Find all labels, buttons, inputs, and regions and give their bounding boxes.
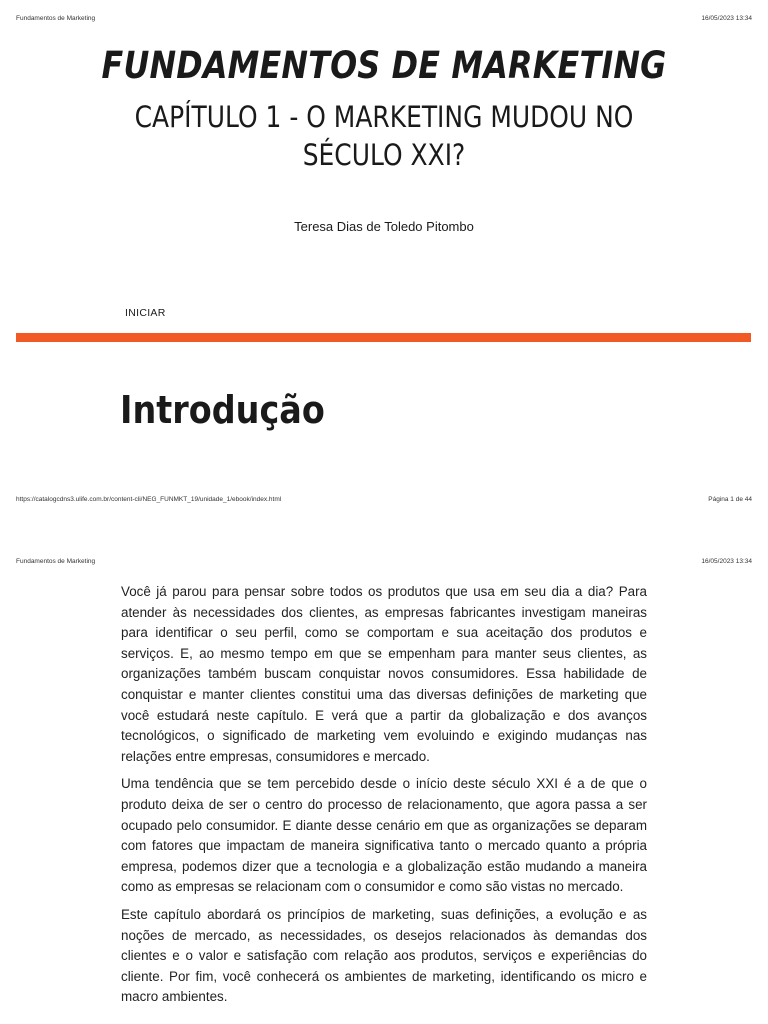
accent-divider-bar xyxy=(16,333,751,342)
body-paragraph: Este capítulo abordará os princípios de marketing, suas definições, a evolução e as noções de mercado, as necessidades, os desejos relacionados às demandas dos clientes e o valor e satisfação com relação aos produtos, serviços e experiências do cliente. Por fim, você conhecerá os ambientes de marketing, identificando os micro e macro ambientes. xyxy=(121,906,647,1005)
body-paragraph: Você já parou para pensar sobre todos os produtos que usa em seu dia a dia? Para atender às necessidades dos clientes, as empresas fabricantes investigam maneiras para identificar o seu perfil, como se comportam e sua aceitação dos produtos e serviços. E, ao mesmo tempo em que se empenham para manter seus clientes, as organizações também buscam conquistar novos consumidores. Essa habilidade de conquistar e manter clientes constitui uma das diversas definições de marketing que você estudará neste capítulo. E verá que a partir da globalização e dos avanços tecnológicos, o significado de marketing vem evoluindo e exigindo mudanças nas relações entre empresas, consumidores e mercado. xyxy=(121,584,647,764)
document-page-2 xyxy=(0,512,768,1024)
chapter-title: CAPÍTULO 1 - O MARKETING MUDOU NO SÉCULO XXI? xyxy=(134,100,634,172)
print-header-date: 16/05/2023 13:34 xyxy=(701,558,752,565)
print-footer-url: https://catalogcdns3.ulife.com.br/content-cli/NEG_FUNMKT_19/unidade_1/ebook/index.html xyxy=(16,496,282,503)
print-header-title: Fundamentos de Marketing xyxy=(16,558,96,565)
print-header-date: 16/05/2023 13:34 xyxy=(701,15,752,22)
print-header-title: Fundamentos de Marketing xyxy=(16,15,96,22)
section-heading: Introdução xyxy=(120,388,325,432)
body-paragraph: Uma tendência que se tem percebido desde o início deste século XXI é a de que o produto deixa de ser o centro do processo de relacionamento, que agora passa a ser ocupado pelo consumidor. E diante desse cenário em que as organizações se deparam com fatores que impactam de maneira significativa tanto o mercado quanto a própria empresa, podemos dizer que a tecnologia e a globalização estão mudando a maneira como as empresas se relacionam com o consumidor e como são vistas no mercado. xyxy=(121,776,647,895)
ebook-title: FUNDAMENTOS DE MARKETING xyxy=(101,44,667,87)
introduction-body xyxy=(121,582,647,1015)
start-link[interactable]: INICIAR xyxy=(125,307,166,319)
author-name: Teresa Dias de Toledo Pitombo xyxy=(294,219,474,234)
print-footer-page-number: Página 1 de 44 xyxy=(708,496,752,503)
